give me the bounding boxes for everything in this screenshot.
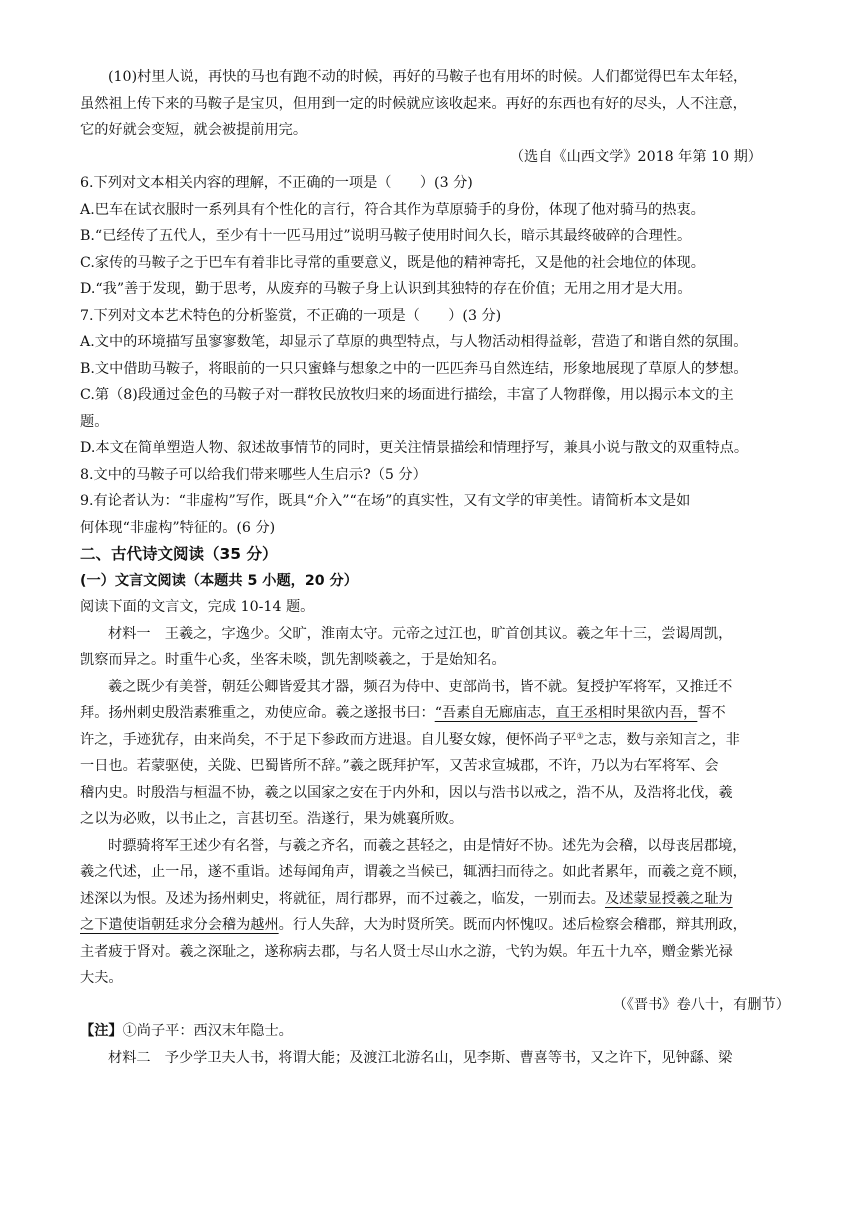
q9-line-1: 9.有论者认为：“非虚构”写作，既具“介入”“在场”的真实性，又有文学的审美性。请简析本文是如 xyxy=(80,493,691,509)
footnote xyxy=(80,1018,802,1045)
para10-line-3: 它的好就会变短，就会被提前用完。 xyxy=(80,122,308,138)
question-7 xyxy=(80,303,802,462)
para10-line-1: (10)村里人说，再快的马也有跑不动的时候，再好的马鞍子也有用坏的时候。人们都觉得巴车太年轻， xyxy=(108,69,748,85)
question-9 xyxy=(80,488,802,541)
q6-option-c: C.家传的马鞍子之于巴车有着非比寻常的重要意义，既是他的精神寄托，又是他的社会地位的体现。 xyxy=(80,254,705,271)
question-6 xyxy=(80,170,802,303)
q6-option-a: A.巴车在试衣服时一系列具有个性化的言行，符合其作为草原骑手的身份，体现了他对骑马的热衷。 xyxy=(80,201,705,218)
m1-p2-line-3 xyxy=(80,727,802,754)
reading-instruction: 阅读下面的文言文，完成 10-14 题。 xyxy=(80,599,315,615)
q6-stem: 6.下列对文本相关内容的理解，不正确的一项是（ ）(3 分) xyxy=(80,175,473,191)
footnote-marker: ① xyxy=(576,730,584,740)
underlined-sentence-1: “吾素自无廊庙志，直王丞相时果欲内吾， xyxy=(434,705,698,721)
m1-p2-l3-text: 许之，手迹犹存，由来尚矣，不于足下参政而方进退。自儿娶女嫁，便怀尚子平 xyxy=(80,731,577,748)
para10-line-2: 虽然祖上传下来的马鞍子是宝贝，但用到一定的时候就应该收起来。再好的东西也有好的尽头，人不注意， xyxy=(80,95,747,112)
question-8: 8.文中的马鞍子可以给我们带来哪些人生启示?（5 分） xyxy=(80,466,427,483)
m1-p3-line-5: 主者疲于肾对。羲之深耻之，遂称病去郡，与名人贤士尽山水之游，弋钓为娱。年五十九卒，赠金紫光禄 xyxy=(80,943,733,960)
m1-p3-line-4 xyxy=(80,912,802,939)
m1-p3-line-2: 羲之代述，止一吊，遂不重诣。述每闻角声，谓羲之当候已，辄洒扫而待之。如此者累年，而羲之竟不顾， xyxy=(80,864,747,880)
q7-option-c: C.第（8)段通过金色的马鞍子对一群牧民放牧归来的场面进行描绘，丰富了人物群像，用以揭示本文的主 xyxy=(80,387,734,403)
m1-p2-l2-text: 拜。扬州刺史殷浩素雅重之，劝使应命。羲之遂报书曰： xyxy=(80,705,435,721)
q6-option-d: D.“我”善于发现，勤于思考，从废弃的马鞍子身上认识到其独特的存在价值；无用之用才是大用。 xyxy=(80,281,692,297)
subsection-heading: (一）文言文阅读（本题共 5 小题，20 分） xyxy=(80,572,358,589)
footnote-text: ①尚子平：西汉末年隐士。 xyxy=(122,1023,293,1039)
q7-stem: 7.下列对文本艺术特色的分析鉴赏，不正确的一项是（ ）(3 分) xyxy=(80,307,502,324)
underlined-sentence-2b: 之下遣使诣朝廷求分会稽为越州 xyxy=(80,917,279,933)
material-1 xyxy=(80,621,802,992)
source-citation-1: （选自《山西文学》2018 年第 10 期） xyxy=(509,148,762,165)
m1-p1-line-1: 材料一 王羲之，字逸少。父旷，淮南太守。元帝之过江也，旷首创其议。羲之年十三，尝谒周凯， xyxy=(108,625,733,642)
q6-option-b: B.“已经传了五代人，至少有十一匹马用过”说明马鞍子使用时间久长，暗示其最终破碎的合理性。 xyxy=(80,228,692,244)
paragraph-10 xyxy=(80,64,802,144)
footnote-label: 【注】 xyxy=(80,1023,123,1039)
m1-p3-line-6: 大夫。 xyxy=(80,970,123,986)
source-citation-2: （《晋书》卷八十，有删节） xyxy=(612,996,790,1013)
m1-p3-line-3 xyxy=(80,886,802,913)
q7-option-a: A.文中的环境描写虽寥寥数笔，却显示了草原的典型特点，与人物活动相得益彰，营造了和谐自然的氛围。 xyxy=(80,334,748,350)
m1-p2-line-1: 羲之既少有美誉，朝廷公卿皆爱其才器，频召为侍中、吏部尚书，皆不就。复授护军将军，又推迁不 xyxy=(108,678,733,695)
material-2-line-1: 材料二 予少学卫夫人书，将谓大能；及渡江北游名山，见李斯、曹喜等书，又之许下，见钟繇、梁 xyxy=(108,1049,733,1066)
section-heading: 二、古代诗文阅读（35 分） xyxy=(80,545,278,563)
m1-p3-line-1: 时骠骑将军王述少有名誉，与羲之齐名，而羲之甚轻之，由是情好不协。述先为会稽，以母丧居郡境， xyxy=(108,837,747,854)
m1-p2-line-4: 一日也。若蒙驱使，关陇、巴蜀皆所不辞。”羲之既拜护军，又苦求宣城郡，不许，乃以为右军将军、会 xyxy=(80,758,719,774)
q7-option-d: D.本文在简单塑造人物、叙述故事情节的同时，更关注情景描绘和情理抒写，兼具小说与散文的双重特点。 xyxy=(80,440,749,456)
m1-p2-l2-tail: 誓不 xyxy=(697,705,726,721)
m1-p3-l4-tail: 。行人失辞，大为时贤所笑。既而内怀愧叹。述后检察会稽郡，辩其刑政， xyxy=(278,917,747,933)
m1-p1-line-2: 凯察而异之。时重牛心炙，坐客未啖，凯先割啖羲之，于是始知名。 xyxy=(80,652,506,668)
m1-p2-l3-tail: 之志，数与亲知言之，非 xyxy=(583,731,740,748)
q7-option-c-cont: 题。 xyxy=(80,413,109,430)
m1-p3-l3-text: 述深以为恨。及述为扬州刺史，将就征，周行郡界，而不过羲之，临发，一别而去。 xyxy=(80,890,605,907)
q7-option-b: B.文中借助马鞍子，将眼前的一只只蜜蜂与想象之中的一匹匹奔马自然连结，形象地展现了草原人的梦想。 xyxy=(80,360,748,377)
q9-line-2: 何体现“非虚构”特征的。(6 分) xyxy=(80,519,276,536)
underlined-sentence-2a: 及述蒙显授羲之耻为 xyxy=(604,890,733,907)
m1-p2-line-5: 稽内史。时殷浩与桓温不协，羲之以国家之安在于内外和，因以与浩书以戒之，浩不从，及浩将北伐，羲 xyxy=(80,784,733,801)
m1-p2-line-6: 之以为必败，以书止之，言甚切至。浩遂行，果为姚襄所败。 xyxy=(80,811,464,827)
m1-p2-line-2 xyxy=(80,700,802,727)
